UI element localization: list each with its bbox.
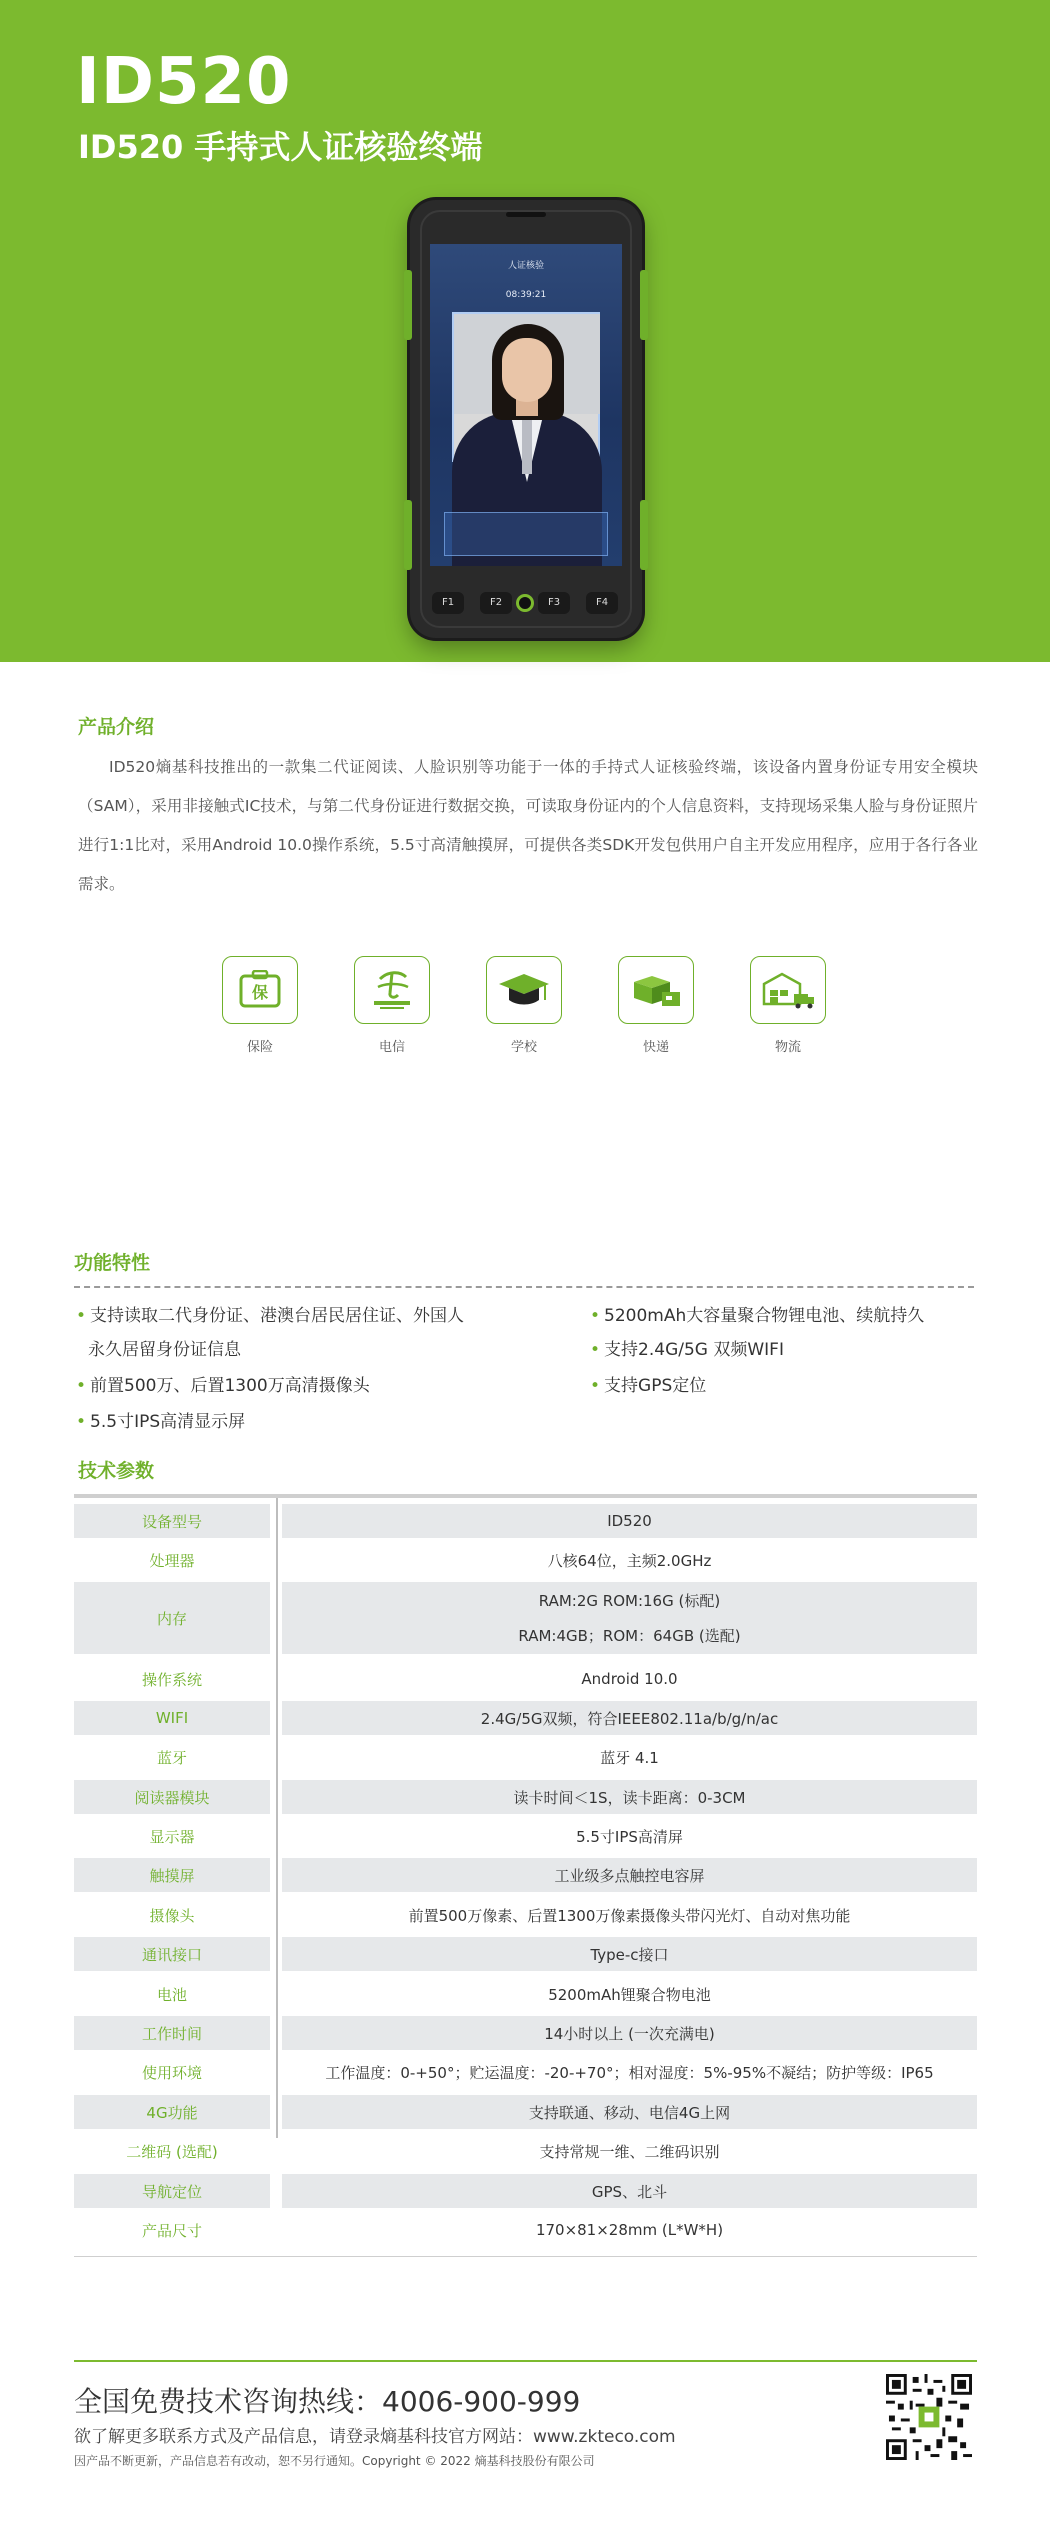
spec-label: 电池 bbox=[156, 1985, 187, 2004]
spec-row-qrcode bbox=[74, 2134, 977, 2168]
spec-label: 设备型号 bbox=[74, 1504, 270, 1538]
spec-label: 阅读器模块 bbox=[74, 1780, 270, 1814]
spec-value: Type-c接口 bbox=[282, 1937, 977, 1971]
footer-rule bbox=[74, 2360, 977, 2362]
spec-row-interface bbox=[74, 1937, 977, 1971]
spec-value: 14小时以上 (一次充满电) bbox=[282, 2016, 977, 2050]
device-image bbox=[410, 200, 642, 638]
spec-value bbox=[282, 1582, 977, 1654]
china-telecom-icon bbox=[366, 967, 418, 1013]
screen-title: 人证核验 bbox=[507, 261, 544, 271]
f4-key: F4 bbox=[586, 592, 618, 614]
feature-item: • 支持2.4G/5G 双频WIFI bbox=[590, 1340, 784, 1360]
spec-row-camera bbox=[74, 1898, 977, 1932]
spec-row-reader bbox=[74, 1780, 977, 1814]
spec-label: 蓝牙 bbox=[156, 1748, 187, 1767]
spec-value: 5200mAh锂聚合物电池 bbox=[548, 1985, 711, 2004]
spec-value-line: RAM:4GB；ROM：64GB (选配) bbox=[518, 1627, 741, 1645]
feature-item: • 5.5寸IPS高清显示屏 bbox=[76, 1412, 246, 1432]
spec-value: 八核64位，主频2.0GHz bbox=[547, 1551, 712, 1570]
spec-label: 操作系统 bbox=[141, 1670, 202, 1689]
screen-time: 08:39:21 bbox=[505, 290, 547, 300]
insurance-icon bbox=[237, 970, 283, 1010]
device-bumper bbox=[404, 270, 412, 340]
graduation-cap-icon bbox=[497, 968, 551, 1012]
product-title: ID520 bbox=[76, 45, 292, 119]
f3-key: F3 bbox=[538, 592, 570, 614]
industry-label: 保险 bbox=[246, 1040, 273, 1055]
spec-value: 读卡时间＜1S，读卡距离：0-3CM bbox=[282, 1780, 977, 1814]
spec-value: 5.5寸IPS高清屏 bbox=[576, 1827, 683, 1846]
copyright-text: 因产品不断更新，产品信息若有改动，恕不另行通知。Copyright © 2022 熵基科技股份有限公司 bbox=[74, 2454, 595, 2468]
qr-code-icon bbox=[886, 2374, 972, 2460]
features-heading: 功能特性 bbox=[74, 1252, 151, 1274]
specs-column-divider bbox=[276, 1498, 278, 2138]
industry-school bbox=[484, 956, 564, 1055]
device-bumper bbox=[404, 500, 412, 570]
device-screen bbox=[430, 244, 622, 566]
spec-row-display bbox=[74, 1819, 977, 1853]
feature-item-continued: 永久居留身份证信息 bbox=[88, 1340, 241, 1360]
specs-bottom-rule bbox=[74, 2256, 977, 2257]
industry-label: 物流 bbox=[774, 1040, 801, 1055]
spec-label: 触摸屏 bbox=[74, 1858, 270, 1892]
spec-value: 工业级多点触控电容屏 bbox=[282, 1858, 977, 1892]
spec-value: 支持联通、移动、电信4G上网 bbox=[282, 2095, 977, 2129]
intro-paragraph: ID520熵基科技推出的一款集二代证阅读、人脸识别等功能于一体的手持式人证核验终端，该设备内置身份证专用安全模块（SAM），采用非接触式IC技术，与第二代身份证进行数据交换，可读取身份证内的个人信息资料，支持现场采集人脸与身份证照片进行1:1比对，采用Android 10.0操作系统，5.5寸高清触摸屏，可提供各类SDK开发包供用户自主开发应用程序，应用于各行各业需求。 bbox=[78, 758, 978, 893]
spec-label: 二维码 (选配) bbox=[126, 2142, 218, 2161]
spec-label: 工作时间 bbox=[74, 2016, 270, 2050]
parcels-icon bbox=[628, 968, 684, 1012]
spec-label: 通讯接口 bbox=[74, 1937, 270, 1971]
spec-row-os bbox=[74, 1662, 977, 1696]
spec-label: WIFI bbox=[74, 1701, 270, 1735]
spec-label: 4G功能 bbox=[74, 2095, 270, 2129]
hero-banner bbox=[0, 0, 1050, 662]
spec-row-navigation bbox=[74, 2174, 977, 2208]
spec-label: 产品尺寸 bbox=[141, 2221, 202, 2240]
product-subtitle: ID520 手持式人证核验终端 bbox=[78, 128, 483, 166]
spec-row-processor bbox=[74, 1543, 977, 1577]
spec-value: 170×81×28mm (L*W*H) bbox=[535, 2221, 724, 2239]
center-key bbox=[516, 594, 534, 612]
industry-label: 快递 bbox=[642, 1040, 669, 1055]
spec-label: 摄像头 bbox=[149, 1906, 195, 1925]
spec-label: 处理器 bbox=[149, 1551, 195, 1570]
industry-label: 电信 bbox=[378, 1040, 405, 1055]
f2-key: F2 bbox=[480, 592, 512, 614]
spec-row-model bbox=[74, 1504, 977, 1538]
spec-value: 前置500万像素、后置1300万像素摄像头带闪光灯、自动对焦功能 bbox=[408, 1906, 851, 1925]
spec-value: 工作温度：0-+50°；贮运温度：-20-+70°；相对湿度：5%-95%不凝结；防护等级：IP65 bbox=[325, 2063, 934, 2082]
industry-logistics bbox=[748, 956, 828, 1055]
spec-row-memory bbox=[74, 1582, 977, 1654]
spec-row-4g bbox=[74, 2095, 977, 2129]
spec-row-environment bbox=[74, 2055, 977, 2089]
spec-value: Android 10.0 bbox=[581, 1670, 678, 1688]
features-divider bbox=[74, 1286, 974, 1288]
spec-row-battery bbox=[74, 1977, 977, 2011]
specs-heading: 技术参数 bbox=[78, 1460, 155, 1482]
spec-row-wifi bbox=[74, 1701, 977, 1735]
spec-value-line: RAM:2G ROM:16G (标配) bbox=[538, 1592, 721, 1610]
feature-item: • 前置500万、后置1300万高清摄像头 bbox=[76, 1376, 370, 1396]
warehouse-truck-icon bbox=[760, 968, 816, 1012]
spec-row-dimensions bbox=[74, 2213, 977, 2247]
device-bumper bbox=[640, 500, 648, 570]
feature-item: • 支持读取二代身份证、港澳台居民居住证、外国人 bbox=[76, 1306, 465, 1326]
industry-insurance bbox=[220, 956, 300, 1055]
function-keys bbox=[430, 592, 622, 618]
website-text: 欲了解更多联系方式及产品信息，请登录熵基科技官方网站：www.zkteco.com bbox=[74, 2427, 676, 2447]
industry-telecom bbox=[352, 956, 432, 1055]
spec-label: 使用环境 bbox=[141, 2063, 202, 2082]
spec-label: 显示器 bbox=[149, 1827, 195, 1846]
feature-item: • 支持GPS定位 bbox=[590, 1376, 707, 1396]
specs-top-rule bbox=[74, 1494, 977, 1498]
spec-row-touchscreen bbox=[74, 1858, 977, 1892]
screen-status-bar bbox=[444, 512, 608, 556]
hotline-text: 全国免费技术咨询热线：4006-900-999 bbox=[74, 2385, 581, 2418]
spec-value: 支持常规一维、二维码识别 bbox=[539, 2142, 720, 2161]
device-speaker bbox=[506, 212, 546, 217]
spec-label: 导航定位 bbox=[74, 2174, 270, 2208]
f1-key: F1 bbox=[432, 592, 464, 614]
industry-label: 学校 bbox=[510, 1040, 537, 1055]
spec-label: 内存 bbox=[74, 1582, 270, 1654]
spec-value: 2.4G/5G双频，符合IEEE802.11a/b/g/n/ac bbox=[282, 1701, 977, 1735]
intro-heading: 产品介绍 bbox=[78, 716, 155, 738]
spec-row-working-time bbox=[74, 2016, 977, 2050]
spec-row-bluetooth bbox=[74, 1740, 977, 1774]
spec-value: ID520 bbox=[282, 1504, 977, 1538]
spec-value: GPS、北斗 bbox=[282, 2174, 977, 2208]
industry-express bbox=[616, 956, 696, 1055]
spec-value: 蓝牙 4.1 bbox=[600, 1748, 659, 1767]
svg-text:保: 保 bbox=[251, 983, 269, 1002]
device-bumper bbox=[640, 270, 648, 340]
feature-item: • 5200mAh大容量聚合物锂电池、续航持久 bbox=[590, 1306, 925, 1326]
